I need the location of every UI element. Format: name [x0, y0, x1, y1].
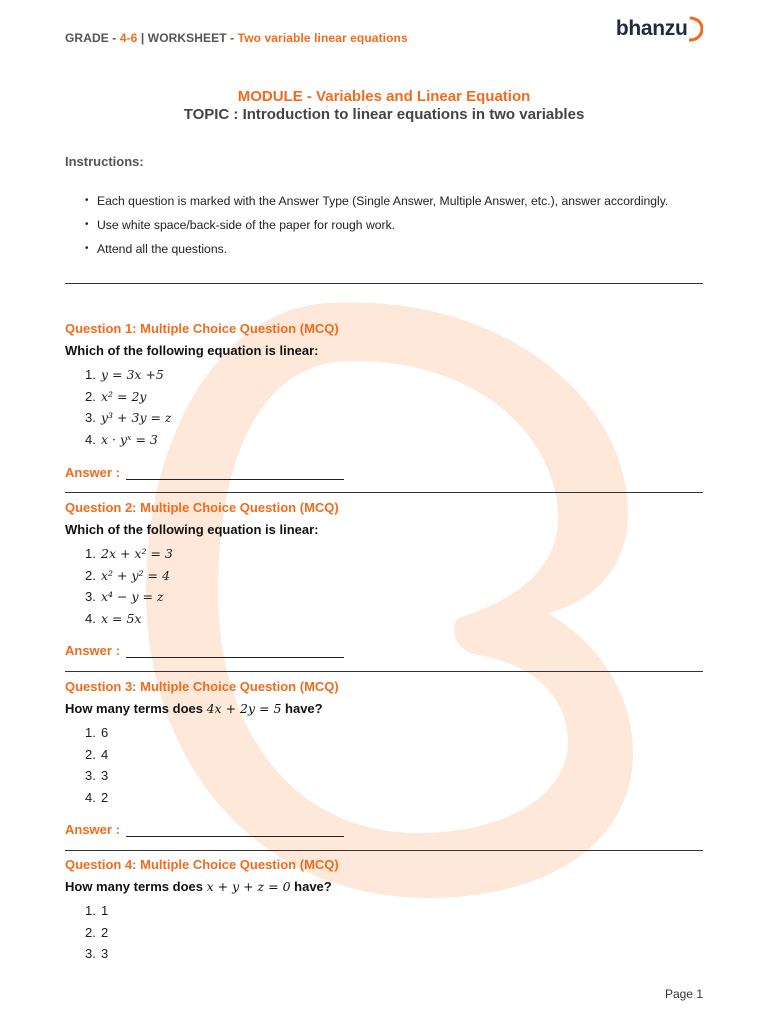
option-item[interactable]: 2. 2	[85, 924, 109, 940]
worksheet-title: Two variable linear equations	[237, 31, 408, 45]
option-item[interactable]: 1. 1	[85, 903, 109, 918]
option-item[interactable]: 3. x⁴ − y = z	[85, 589, 164, 604]
option-item[interactable]: 3. y³ + 3y = z	[85, 410, 172, 425]
options-list	[65, 900, 703, 965]
grade-value: 4-6	[119, 31, 138, 45]
module-title: MODULE - Variables and Linear Equation	[237, 88, 531, 105]
question-text: Which of the following equation is linear:	[65, 343, 319, 358]
option-item[interactable]: 4. x = 5x	[85, 610, 142, 626]
instructions-label: Instructions:	[65, 154, 144, 169]
page-header	[65, 17, 703, 53]
worksheet-page	[65, 0, 703, 1024]
option-item[interactable]: 3. 3	[85, 768, 109, 783]
divider	[65, 283, 703, 284]
instruction-item: • Use white space/back-side of the paper for rough work.	[65, 216, 668, 240]
option-item[interactable]: 2. 4	[85, 746, 109, 762]
question-title: Question 4: Multiple Choice Question (MCQ)	[65, 857, 339, 872]
topic-title: TOPIC : Introduction to linear equations in two variables	[183, 106, 585, 123]
bhanzu-logo	[616, 16, 703, 46]
options-list	[65, 722, 703, 808]
logo-swoosh-icon	[689, 16, 703, 42]
divider	[65, 850, 703, 851]
options-list	[65, 543, 703, 629]
title-block	[65, 88, 703, 124]
question-1	[65, 321, 703, 450]
question-text: How many terms does 4x + 2y = 5 have?	[65, 701, 323, 716]
question-text: How many terms does x + y + z = 0 have?	[65, 879, 332, 894]
option-item[interactable]: 4. x · yˣ = 3	[85, 431, 158, 447]
question-title: Question 2: Multiple Choice Question (MCQ)	[65, 500, 339, 515]
answer-field[interactable]: Answer :	[65, 465, 344, 480]
answer-line[interactable]	[126, 479, 344, 480]
option-item[interactable]: 4. 2	[85, 789, 109, 805]
option-item[interactable]: 2. x² = 2y	[85, 388, 147, 404]
divider	[65, 492, 703, 493]
breadcrumb	[65, 31, 408, 45]
question-2	[65, 500, 703, 629]
option-item[interactable]: 1. 2x + x² = 3	[85, 546, 173, 561]
instructions-list	[65, 192, 668, 264]
question-3	[65, 679, 703, 808]
question-title: Question 3: Multiple Choice Question (MCQ)	[65, 679, 339, 694]
answer-line[interactable]	[126, 836, 344, 837]
option-item[interactable]: 2. x² + y² = 4	[85, 567, 170, 583]
answer-field[interactable]: Answer :	[65, 643, 344, 658]
answer-line[interactable]	[126, 657, 344, 658]
question-4	[65, 857, 703, 965]
instruction-item: • Attend all the questions.	[65, 240, 668, 264]
option-item[interactable]: 1. 6	[85, 725, 109, 740]
question-title: Question 1: Multiple Choice Question (MCQ)	[65, 321, 339, 336]
option-item[interactable]: 1. y = 3x +5	[85, 367, 164, 382]
instruction-item: • Each question is marked with the Answer Type (Single Answer, Multiple Answer, etc.), answer accordingly.	[65, 192, 668, 216]
options-list	[65, 364, 703, 450]
answer-field[interactable]: Answer :	[65, 822, 344, 837]
worksheet-label: | WORKSHEET -	[137, 31, 238, 45]
question-text: Which of the following equation is linear:	[65, 522, 319, 537]
logo-text: bhanzu	[615, 17, 688, 40]
page-number: Page 1	[664, 987, 703, 1001]
divider	[65, 671, 703, 672]
grade-label: GRADE -	[65, 31, 120, 45]
option-item[interactable]: 3. 3	[85, 946, 109, 961]
